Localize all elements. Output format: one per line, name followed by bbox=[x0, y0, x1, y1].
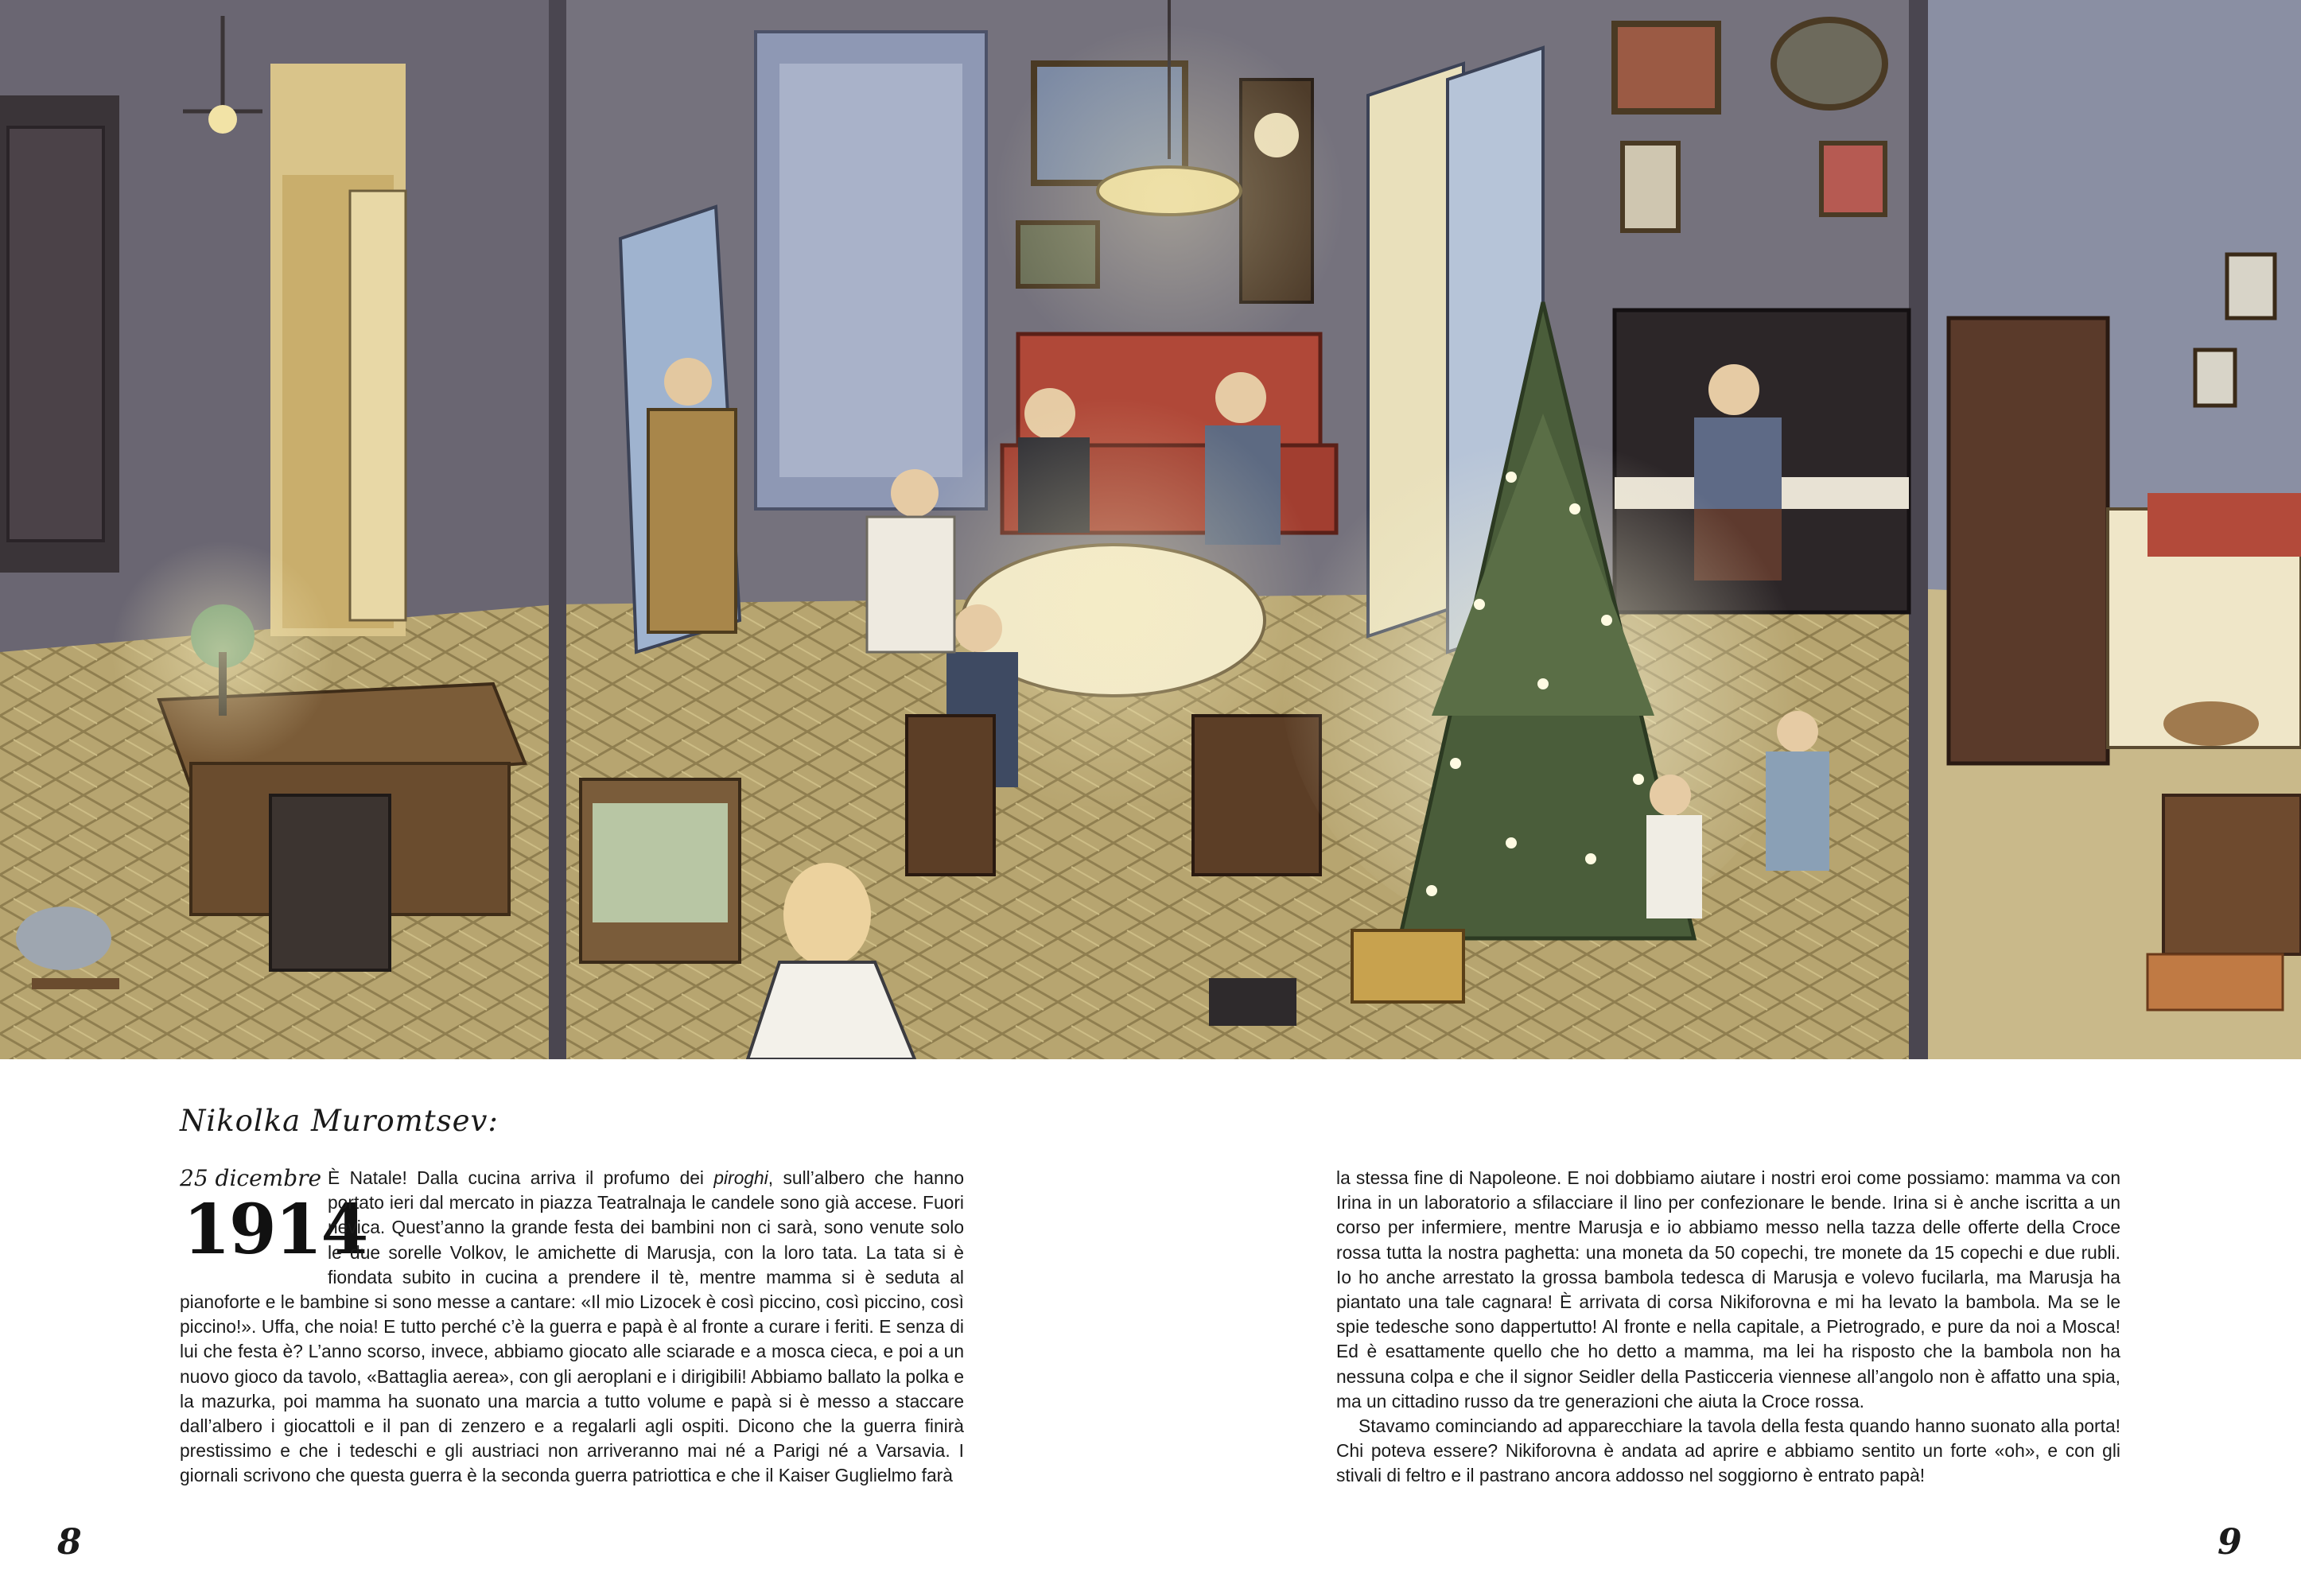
page-number-right: 9 bbox=[2217, 1522, 2242, 1563]
paragraph-left-1 bbox=[180, 1166, 964, 1489]
diary-date-year: 1914 bbox=[183, 1190, 367, 1270]
text-column-left bbox=[180, 1166, 964, 1489]
text-column-right bbox=[1336, 1166, 2120, 1489]
paragraph-right-1: la stessa fine di Napoleone. E noi dobbiamo aiutare i nostri eroi come possiamo: mamma va con Irina in un laboratorio a sfilacciare il lino per confezionare le bende. Irina si è anche iscritta a un corso per infermiere, mentre Marusja e io abbiamo messo nella tazza delle offerte della Croce rossa tutta la nostra paghetta: una moneta da 50 copechi, tre monete da 15 copechi e due rubli. Io ho anche arrestato la grossa bambola tedesca di Marusja e volevo fucilarla, ma Marusja ha piantato una tale cagnara! È arrivata di corsa Nikiforovna e mi ha levato la bambola. Ma se le spie tedesche sono dappertutto! Al fronte e nella capitale, a Pietrogrado, e pure da noi a Mosca! Ed è esattamente quello che ho detto a mamma, ma lei ha risposto che la bambola non ha nessuna colpa e che il signor Seidler della Pasticceria viennese all’angolo non è affatto una spia, ma un cittadino russo da tre generazioni che aiuta la Croce rossa. bbox=[1336, 1167, 2120, 1412]
diary-date-day: 25 dicembre bbox=[180, 1165, 322, 1191]
paragraph-left-1-part-b: , sull’albero che hanno portato ieri dal mercato in piazza Teatralnaja le candele sono già accese. Fuori nevica. Quest’anno la grande festa dei bambini non ci sarà, sono venute solo le due sorelle Volkov, le amichette di Marusja, con la loro tata. La tata si è fiondata subito in cucina a prendere il tè, mentre mamma si è seduta al pianoforte e le bambine si sono messe a cantare: «Il mio Lizocek è così piccino, così piccino, così piccino!». Uffa, che noia! E tutto perché c’è la guerra e papà è al fronte a curare i feriti. E senza di lui che festa è? L’anno scorso, invece, abbiamo giocato alle sciarade e a mosca cieca, e poi a un nuovo gioco da tavolo, «Battaglia aerea», con gli aeroplani e i dirigibili! Abbiamo ballato la polka e la mazurka, poi mamma ha suonato una marcia a tutto volume e papà si è messo a staccare dall’albero i giocattoli e il pan di zenzero e a regalarli agli ospiti. Dicono che la guerra finirà prestissimo e che i tedeschi e gli austriaci non arriveranno mai né a Parigi né a Varsavia. I giornali scrivono che questa guerra è la seconda guerra patriottica e che il Kaiser Guglielmo farà bbox=[180, 1167, 965, 1486]
date-spacer bbox=[180, 1166, 328, 1290]
paragraph-left-1-emphasis: piroghi bbox=[713, 1167, 768, 1188]
paragraph-left-1-part-a: È Natale! Dalla cucina arriva il profumo dei bbox=[328, 1167, 714, 1188]
diary-author-heading: Nikolka Muromtsev: bbox=[180, 1104, 499, 1138]
paragraph-right-2: Stavamo cominciando ad apparecchiare la tavola della festa quando hanno suonato alla porta! Chi poteva essere? Nikiforovna è andata ad aprire e abbiamo sentito un forte «oh», e con gli stivali di feltro e il pastrano ancora addosso nel soggiorno è entrato papà! bbox=[1336, 1415, 2120, 1486]
page-number-left: 8 bbox=[57, 1522, 82, 1563]
